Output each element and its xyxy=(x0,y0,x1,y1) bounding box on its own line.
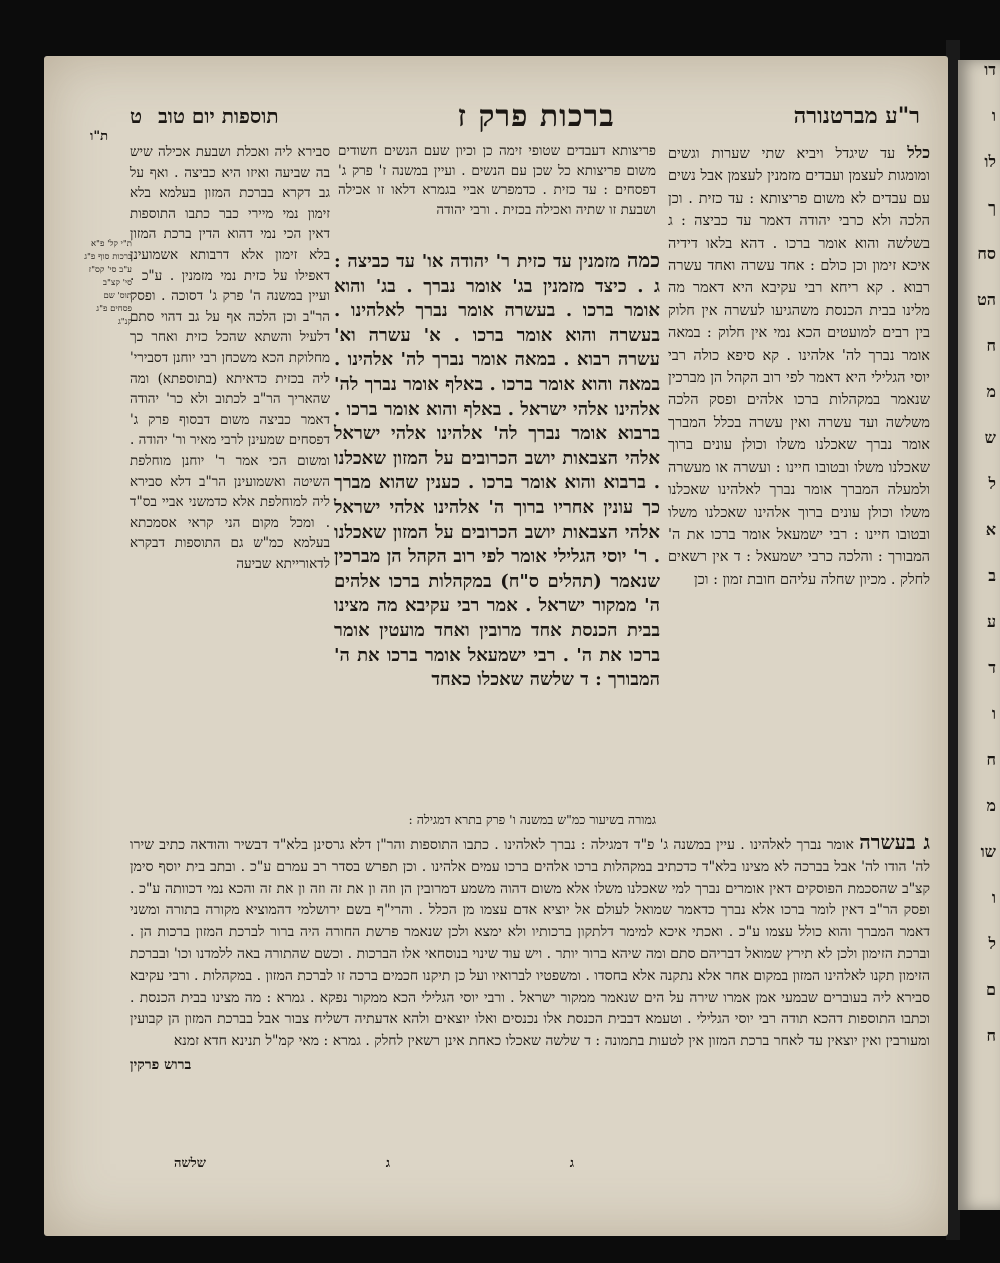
facing-page-fragment: ו xyxy=(991,704,996,723)
mishnah-text: מזמנין עד כזית ר' יהודה או' עד כביצה : ג . כיצד מזמנין בג' אומר נברך . בג' והוא אומר ברכו . בעשרה אומר נברך לאלהינו . בעשרה והוא אומר ברכו . א' עשרה וא' עשרה רבוא . במאה אומר נברך לה' אלהינו . במאה והוא אומר ברכו . באלף אומר נברך לה' אלהינו אלהי ישראל . באלף והוא אומר ברכו . ברבוא אומר נברך לה' אלהינו אלהי ישראל אלהי הצבאות יושב הכרובים על המזון שאכלנו . ברבוא והוא אומר ברכו . כענין שהוא מברך כך עונין אחריו ברוך ה' אלהינו אלהי ישראל אלהי הצבאות יושב הכרובים על המזון שאכלנו . ר' יוסי הגלילי אומר לפי רוב הקהל הן מברכין שנאמר (תהלים ס"ח) במקהלות ברכו אלהים ה' ממקור ישראל . אמר רבי עקיבא מה מצינו בבית הכנסת אחד מרובין ואחד מועטין אומר ברכו את ה' . רבי ישמעאל אומר ברכו את ה' המבורך : ד שלשה שאכלו כאחד xyxy=(334,251,660,691)
facing-page-fragment: ב xyxy=(988,566,996,585)
margin-notes xyxy=(74,238,132,378)
margin-note-line: קנ"ג xyxy=(117,317,132,327)
facing-page-fragment: מ xyxy=(986,796,996,815)
folio-mark: ת"ו xyxy=(90,129,109,144)
facing-page-edge xyxy=(958,60,1000,1210)
mishnah-lead-word: כמה xyxy=(626,248,660,272)
signature-mark-a: ג xyxy=(569,1156,574,1171)
facing-page-fragment: ע xyxy=(986,612,996,631)
tosafot-left-column xyxy=(130,142,330,782)
header-tractate-title: ברכות פרק ז xyxy=(457,98,615,134)
facing-page-fragment: ד xyxy=(988,658,996,677)
running-header xyxy=(130,96,920,136)
facing-page-fragment: ל xyxy=(988,934,996,953)
catchword: ברוש פרקין xyxy=(130,1056,192,1073)
facing-page-fragment: דו xyxy=(984,60,996,79)
margin-note-line: ת"י קל' פ"א xyxy=(90,239,132,249)
bartenura-commentary xyxy=(668,142,930,862)
facing-page-text xyxy=(958,60,1000,1210)
facing-page-fragment: ח xyxy=(986,336,996,355)
signature-line xyxy=(174,1155,574,1179)
facing-page-fragment: הט xyxy=(977,290,996,309)
closing-note-text: גמורה בשיעור כמ"ש במשנה ו' פרק בתרא דמגילה : xyxy=(408,812,656,827)
header-tosafot-title: תוספות יום טוב xyxy=(158,103,279,128)
margin-note-line: ע"ב סי' קס"ז xyxy=(88,265,132,275)
facing-page-fragment: ח xyxy=(986,1026,996,1045)
lower-commentary-block xyxy=(130,832,930,1148)
signature-word: שלשה xyxy=(174,1156,206,1171)
bartenura-text: עד שיגדל ויביא שתי שערות וגשים ומומגות לעצמן ועבדים מזמנין לעצמן אבל נשים עם עבדים לא משום פריצותא : עד כזית . וכן הלכה ולא כרבי יהודה דאמר עד כביצה : ג בשלשה והוא אומר ברכו . דהא בלאו דידיה איכא זימון וכן כולם : אחד עשרה ואחד עשרה רבוא . קא ריחא רבי עקיבא היא דאמר מה מלינו בבית הכנסת משהגיעו לעשרה אין חלוק בין רבים למועטים הכא נמי אין חלוק : במאה אומר נברך לה' אלהינו . קא סיפא כולה רבי יוסי הגלילי היא דאמר לפי רוב הקהל הן מברכין שנאמר במקהלות ברכו אלהים ופסק הלכה משלשה ועד עשרה ואין עשרה בכלל המברך אומר נברך שאכלנו משלו וכולן עונים ברוך שאכלנו משלו ובטובו חיינו : ועשרה או מעשרה ולמעלה המברך אומר נברך לאלהינו שאכלנו משלו וכולן עונים ברוך אלהינו שאכלנו משלו ובטובו חיינו : רבי ישמעאל אומר ברכו את ה' המבורך : והלכה כרבי ישמעאל : ד אין רשאים לחלק . מכיון שחלה עליהם חובת זמון : וכן xyxy=(668,146,930,588)
header-folio-number: ט xyxy=(130,103,143,128)
lower-commentary-lead: ג בעשרה xyxy=(859,830,931,854)
header-bartenura-title: ר"ע מברטנורה xyxy=(793,103,920,129)
lower-commentary-text: אומר נברך לאלהינו . עיין במשנה ג' פ"ד דמגילה : נברך לאלהינו . כתבו התוספות והר"ן דלא גרסינן בלא"ד דבשיר והודאה כתיב שירו לה' הודו לה' אבל בברכה לא מצינו בלא"ד כדכתיב במקהלות ברכו אלהים ברכו עמים אלהינו . וכן תפרש בסדר רב עמרם ע"כ . ובתב בית יוסף סימן קצ"ב שהסכמת הפוסקים דאין אומרים נברך למי שאכלנו משלו אלא משום דהוה משמע דמרובין הן וזה ון את זה וזה ון את זה והכא נמי דכוותה ע"כ . ופסק הר"ב דאין לומר ברכו אלא נברך כדאמר שמואל לעולם אל יוציא אדם עצמו מן הכלל . והרי"ף בשם ירושלמי דהמוציא מקורה בתורה ומשני דאמר המברך והוא כולל עצמו ע"כ . ואכתי איכא למימר דלתקון ברכותיו ולא ימצא ולכן שנאמר פרשת החורה היה ברור לברכת המזון ברכות הן . וברכת הזימון ולכן לא תירץ שמואל דבריהם סתם ומה שיהא ברור יותר . ויש עוד שינוי בנוסחאי אלו הברכות . וכשם שהתורה באה ללמדנו וכו' ובברכת הזימון תקנו לאלהינו המזון במקום אחר אלא נתקנה אלא בחסדו . ומשפטיו לברואיו ועל כן תיקנו חכמים ברכה זו לברכת המזון . במקהלות . ורבי עקיבא סבירא ליה בעוברים שבמעי אמן אמרו שירה על הים שנאמר ממקור ישראל . ורבי יוסי הגלילי הכא ממקור נפקא . גמרא : מה מצינו בבית הכנסת . וכתבו התוספות דהכא תודה רבי יוסי הגלילי . וטעמא דבבית הכנסת אלו נכנסים ואלו יוצאים ולהא אדעתיה דשליח צבור אבל בברכת המזון הן קבועין ומעורבין ואין יוצאין עד לאחר ברכת המזון אין לטעות בתמונה : ד שלשה שאכלו כאחת אינן רשאין לחלק . גמרא : מאי קמ"ל תנינא חדא זמנא xyxy=(130,837,930,1050)
facing-page-fragment: ח xyxy=(986,750,996,769)
mishnah-text-block xyxy=(334,248,660,788)
facing-page-fragment: מ xyxy=(986,382,996,401)
tosafot-closing-line xyxy=(126,812,656,832)
margin-note-line: סי' קצ"ב xyxy=(102,278,132,288)
facing-page-fragment: ש xyxy=(984,428,996,447)
tosafot-top-text: פריצותא דעבדים שטופי זימה כן וכיון שעם הנשים חשודים משום פריצותא כל שכן עם הנשים . ועיין במשנה ז' פרק ג' דפסחים : עד כזית . כדמפרש אביי בגמרא דלאו זו אכילה ושבעת זו שתיה ואכילה בכזית . ורבי יהודה xyxy=(338,143,656,218)
tosafot-left-text: סבירא ליה ואכלת ושבעת אכילה שיש בה שביעה ואיזו היא כביצה . ואף על גב דקרא בברכת המזון בעלמא בלא זימון נמי מיירי כבר כתבו התוספות דאין הכי נמי דהוא הדין ברכת המזון בלא זימון אלא דרבותא אשמועינן דאפילו על כזית נמי מזמנין . ע"כ . ועיין במשנה ה' פרק ג' דסוכה . ופסק הר"ב וכן הלכה אף על גב דהוי סתם דלעיל והשתא שהכל כזית ואחר כך מחלוקת הכא משכחן רבי יוחנן דסבירי' ליה בכזית כדאיתא (בתוספתא) ומה שהאריך הר"ב לכתוב ולא כר' יהודה דאמר כביצה משום דבסוף פרק ג' דפסחים שמעינן לרבי מאיר ור' יהודה . ומשום הכי אמר ר' יוחנן מוחלפת השיטה ואשמועינן הר"ב דלא סבירא ליה למוחלפת אלא כדמשני אביי בס"ד . ומכל מקום הני קראי אסמכתא בעלמא כמ"ש גם התוספות דבקרא לדאורייתא שביעה xyxy=(130,144,330,572)
margin-note-line: תוס' שם xyxy=(103,291,132,301)
facing-page-fragment: ל xyxy=(988,474,996,493)
facing-page-fragment: לו xyxy=(984,152,996,171)
bartenura-lead-word: כלל xyxy=(907,143,931,162)
facing-page-fragment: ו xyxy=(991,888,996,907)
margin-note-line: פסחים פ"ג xyxy=(96,304,132,314)
signature-mark-b: ג xyxy=(385,1156,390,1171)
margin-note-line: ברכות סוף פ"ג xyxy=(84,252,132,262)
facing-page-fragment: סח xyxy=(977,244,996,263)
header-tosafot-group xyxy=(130,104,279,129)
facing-page-fragment: ם xyxy=(986,980,996,999)
tosafot-top-block xyxy=(338,142,656,220)
facing-page-fragment: ו xyxy=(991,106,996,125)
facing-page-fragment: שו xyxy=(980,842,996,861)
facing-page-fragment: ך xyxy=(988,198,996,217)
facing-page-fragment: א xyxy=(985,520,996,539)
